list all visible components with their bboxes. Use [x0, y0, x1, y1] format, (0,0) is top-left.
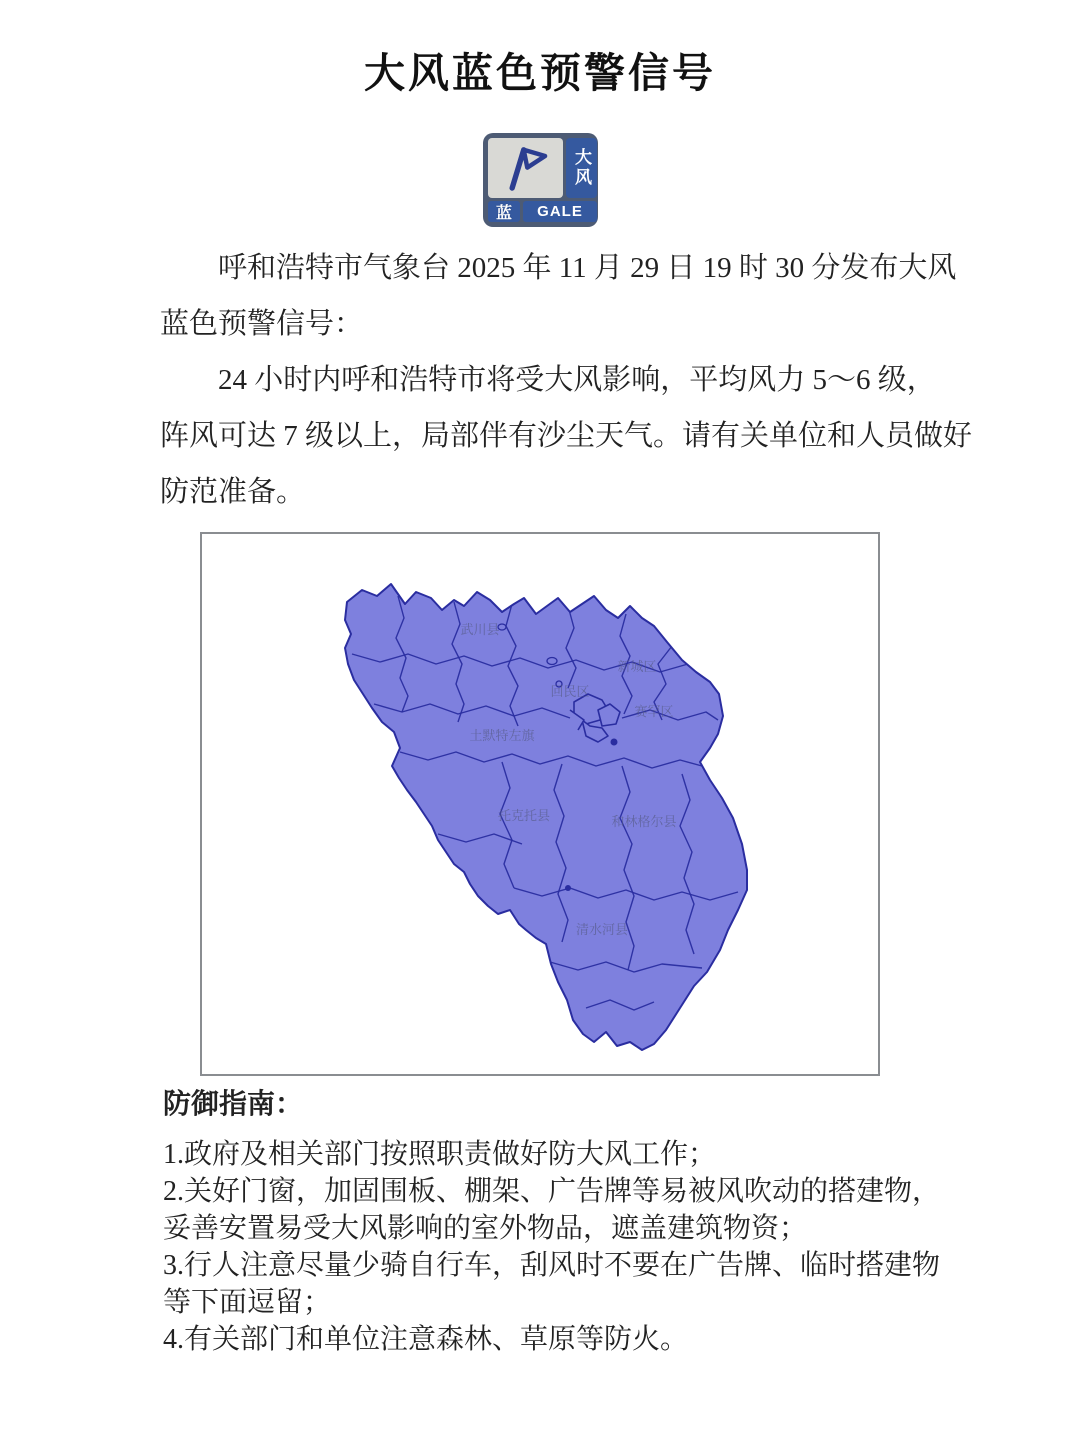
paragraph	[160, 352, 973, 520]
paragraph-line: 阵风可达 7 级以上，局部伴有沙尘天气。请有关单位和人员做好	[160, 420, 973, 452]
defense-guide	[163, 1086, 973, 1358]
paragraph-line: 24 小时内呼和浩特市将受大风影响，平均风力 5～6 级，	[218, 364, 936, 396]
map-district-label: 赛罕区	[634, 704, 674, 719]
hohhot-district-map	[202, 534, 878, 1074]
badge-en-label: GALE	[523, 201, 597, 222]
gale-blue-warning-badge	[483, 133, 598, 227]
guide-item	[163, 1136, 973, 1173]
page-title: 大风蓝色预警信号	[364, 50, 716, 96]
guide-item	[163, 1173, 973, 1247]
guide-item-line: 等下面逗留；	[163, 1287, 332, 1318]
guide-item-line: 1.政府及相关部门按照职责做好防大风工作；	[163, 1139, 717, 1170]
guide-item	[163, 1321, 973, 1358]
map-district-label: 和林格尔县	[611, 814, 677, 829]
map-district-label: 托克托县	[497, 808, 551, 823]
paragraph-line: 防范准备。	[160, 476, 306, 508]
map-district-label: 武川县	[460, 622, 500, 637]
map-district-label: 土默特左旗	[469, 728, 535, 743]
guide-item-line: 妥善安置易受大风影响的室外物品，遮盖建筑物资；	[163, 1213, 808, 1244]
badge-type-label: 大风	[566, 138, 597, 198]
paragraph-line: 蓝色预警信号：	[160, 308, 364, 340]
paragraph	[160, 240, 965, 352]
guide-item	[163, 1247, 973, 1321]
guide-list	[163, 1136, 973, 1358]
warning-map-frame	[200, 532, 880, 1076]
guide-item-line: 4.有关部门和单位注意森林、草原等防火。	[163, 1324, 689, 1355]
map-district-label: 清水河县	[575, 922, 629, 937]
wind-flag-icon	[488, 138, 563, 198]
guide-item-line: 2.关好门窗，加固围板、棚架、广告牌等易被风吹动的搭建物，	[163, 1176, 941, 1207]
guide-heading: 防御指南：	[163, 1089, 304, 1120]
map-district-label: 新城区	[617, 659, 657, 674]
paragraph-line: 呼和浩特市气象台 2025 年 11 月 29 日 19 时 30 分发布大风	[218, 252, 957, 284]
badge-level-label: 蓝	[488, 201, 520, 222]
guide-item-line: 3.行人注意尽量少骑自行车，刮风时不要在广告牌、临时搭建物	[163, 1250, 941, 1281]
map-district-label: 回民区	[550, 684, 590, 699]
warning-text	[160, 240, 973, 520]
